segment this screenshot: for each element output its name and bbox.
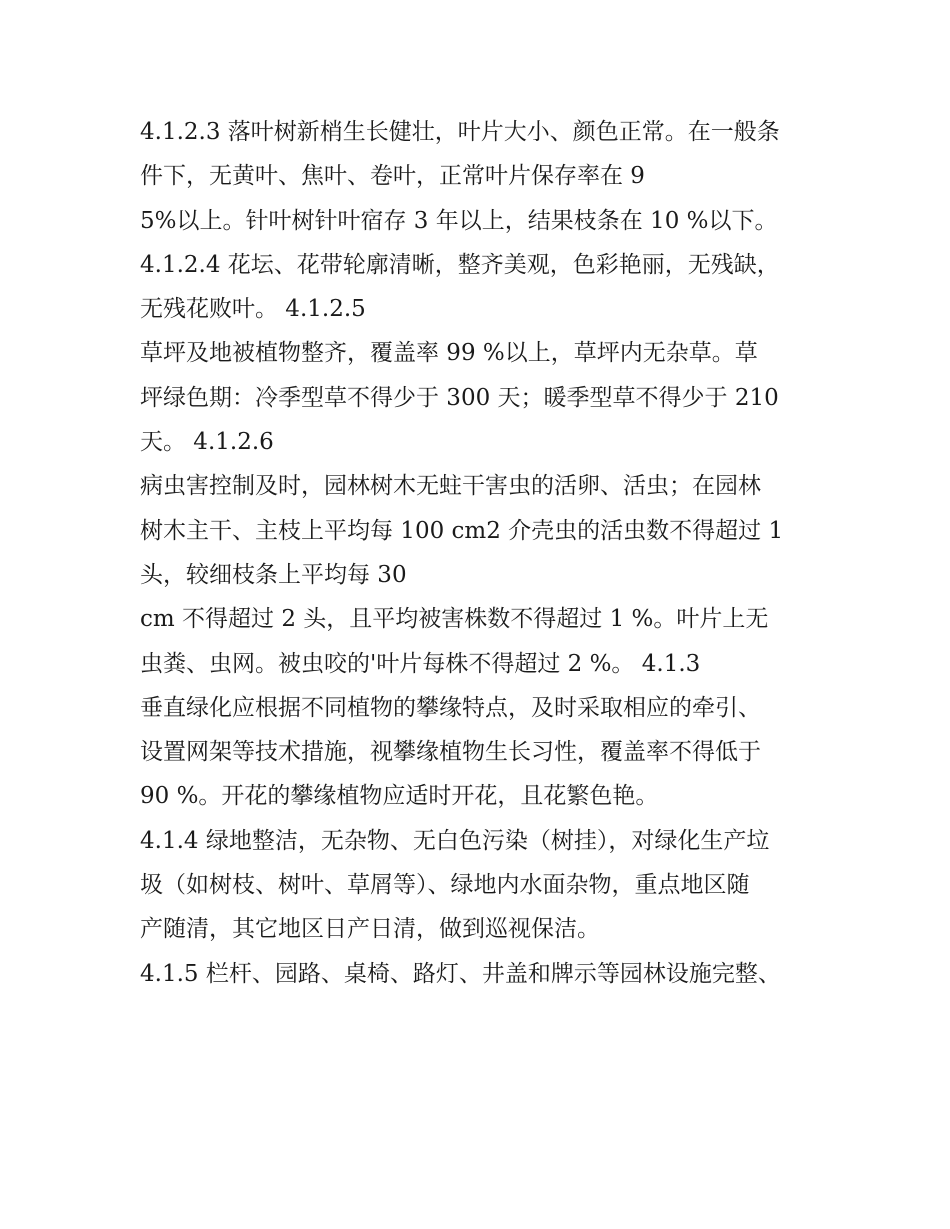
text-line: 垂直绿化应根据不同植物的攀缘特点，及时采取相应的牵引、 <box>140 694 761 721</box>
text-line: 天。 4.1.2.6 <box>140 429 274 456</box>
text-line: 5%以上。针叶树针叶宿存 3 年以上，结果枝条在 10 %以下。 <box>140 207 778 234</box>
text-line: 产随清，其它地区日产日清，做到巡视保洁。 <box>140 916 600 943</box>
text-line: 4.1.2.3 落叶树新梢生长健壮，叶片大小、颜色正常。在一般条 <box>140 119 780 145</box>
text-line: 草坪及地被植物整齐，覆盖率 99 %以上，草坪内无杂草。草 <box>140 340 758 367</box>
text-line: 圾（如树枝、树叶、草屑等）、绿地内水面杂物，重点地区随 <box>140 872 750 899</box>
text-line: cm 不得超过 2 头，且平均被害株数不得超过 1 %。叶片上无 <box>140 606 769 633</box>
text-line: 设置网架等技术措施，视攀缘植物生长习性，覆盖率不得低于 <box>140 739 761 766</box>
text-line: 头，较细枝条上平均每 30 <box>140 561 407 588</box>
text-line: 虫粪、虫网。被虫咬的'叶片每株不得超过 2 %。 4.1.3 <box>140 650 701 677</box>
text-line: 4.1.4 绿地整洁，无杂物、无白色污染（树挂），对绿化生产垃 <box>140 827 770 854</box>
text-line: 树木主干、主枝上平均每 100 cm2 介壳虫的活虫数不得超过 1 <box>140 517 784 544</box>
text-line: 4.1.2.4 花坛、花带轮廓清晰，整齐美观，色彩艳丽，无残缺， <box>140 251 780 278</box>
text-line: 件下，无黄叶、焦叶、卷叶，正常叶片保存率在 9 <box>140 163 645 190</box>
text-line: 90 %。开花的攀缘植物应适时开花，且花繁色艳。 <box>140 783 659 810</box>
text-line: 无残花败叶。 4.1.2.5 <box>140 296 366 323</box>
text-line: 4.1.5 栏杆、园路、桌椅、路灯、井盖和牌示等园林设施完整、 <box>140 960 781 987</box>
document-body <box>140 110 830 996</box>
text-line: 病虫害控制及时，园林树木无蛀干害虫的活卵、活虫；在园林 <box>140 473 761 500</box>
text-line: 坪绿色期：冷季型草不得少于 300 天；暖季型草不得少于 210 <box>140 384 779 411</box>
